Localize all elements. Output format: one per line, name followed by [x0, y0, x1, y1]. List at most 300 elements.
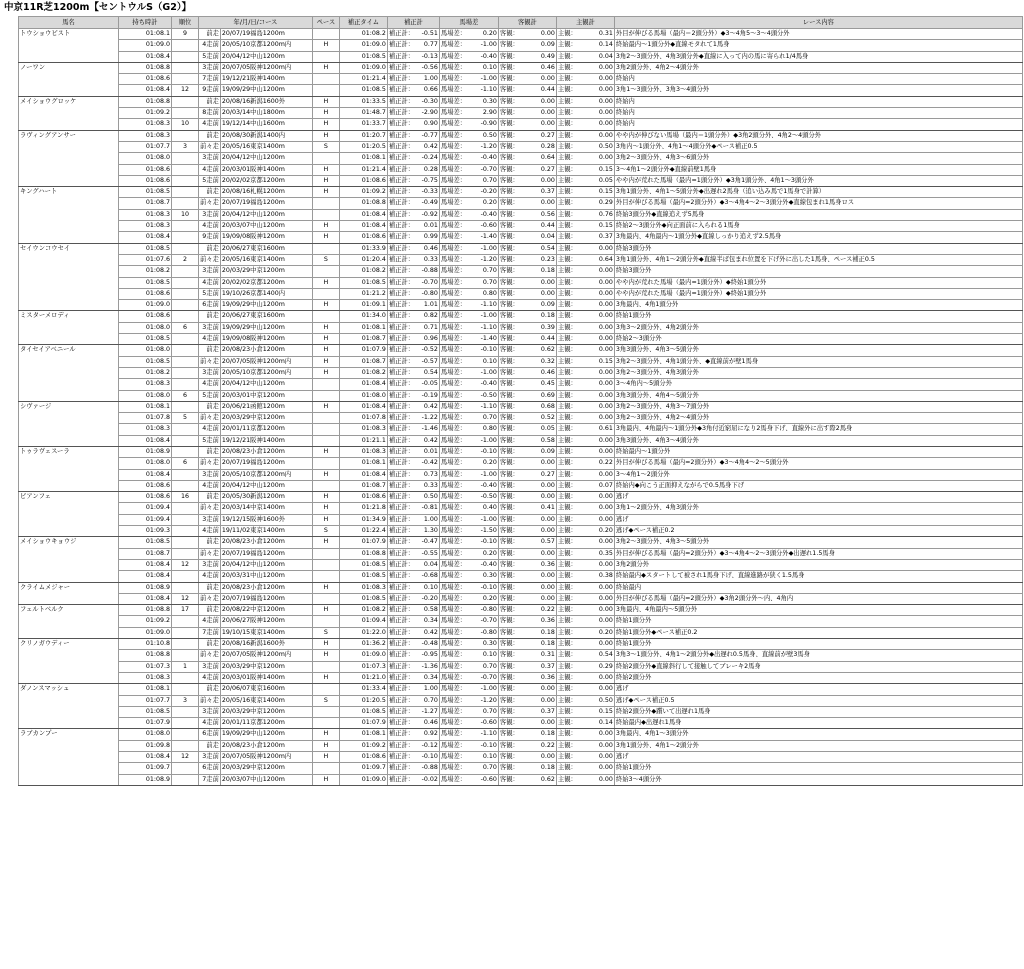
- shukan-label: 主観：: [556, 763, 588, 774]
- table-row: [19, 288, 1023, 299]
- table-row: [19, 96, 1023, 107]
- when-cell: 前々走: [199, 503, 221, 514]
- content-cell: 3角2～3頭分外、4角3～7頭分外: [614, 401, 1022, 412]
- mochi-cell: 01:08.9: [119, 582, 172, 593]
- time-cell: 01:08.1: [339, 153, 387, 164]
- page-title: 中京11R芝1200m【セントウルS（G2）】: [4, 2, 192, 13]
- shukan-cell: 0.00: [588, 130, 614, 141]
- kyakkan-label: 客観：: [498, 300, 530, 311]
- hosei-label: 補正計：: [387, 209, 417, 220]
- rank-cell: 16: [172, 492, 199, 503]
- content-cell: 終始内◆向こう正面抑えながらで0.5馬身下げ: [614, 480, 1022, 491]
- shukan-label: 主観：: [556, 390, 588, 401]
- content-cell: 3角3頭分外、4角3～4頭分外: [614, 435, 1022, 446]
- shukan-label: 主観：: [556, 243, 588, 254]
- rank-cell: [172, 153, 199, 164]
- baba-label: 馬場差：: [439, 96, 472, 107]
- hosei-cell: 0.28: [417, 164, 439, 175]
- kyakkan-label: 客観：: [498, 164, 530, 175]
- hosei-label: 補正計：: [387, 729, 417, 740]
- mochi-cell: 01:08.8: [119, 650, 172, 661]
- time-cell: 01:09.4: [339, 616, 387, 627]
- baba-cell: -0.50: [472, 492, 498, 503]
- pace-cell: [312, 266, 339, 277]
- hosei-label: 補正計：: [387, 62, 417, 73]
- time-cell: 01:09.2: [339, 187, 387, 198]
- mochi-cell: 01:09.4: [119, 514, 172, 525]
- table-row: [19, 672, 1023, 683]
- table-row: [19, 221, 1023, 232]
- shukan-label: 主観：: [556, 96, 588, 107]
- hosei-label: 補正計：: [387, 175, 417, 186]
- rank-cell: 3: [172, 695, 199, 706]
- when-cell: 4走前: [199, 277, 221, 288]
- time-cell: 01:07.9: [339, 718, 387, 729]
- date-cell: 20/05/10京都1200m内: [220, 40, 312, 51]
- table-row: [19, 74, 1023, 85]
- content-cell: 3角2～3頭分外、4角2～4頭分外: [614, 413, 1022, 424]
- hosei-cell: 1.01: [417, 300, 439, 311]
- header-date: 年/月/日/コース: [199, 17, 313, 29]
- hosei-label: 補正計：: [387, 548, 417, 559]
- table-row: [19, 548, 1023, 559]
- date-cell: 20/07/05阪神1200m内: [220, 752, 312, 763]
- shukan-cell: 0.76: [588, 209, 614, 220]
- rank-cell: [172, 62, 199, 73]
- hosei-label: 補正計：: [387, 311, 417, 322]
- mochi-cell: 01:08.1: [119, 684, 172, 695]
- time-cell: 01:20.5: [339, 141, 387, 152]
- baba-cell: -0.70: [472, 616, 498, 627]
- baba-label: 馬場差：: [439, 322, 472, 333]
- shukan-label: 主観：: [556, 458, 588, 469]
- table-row: [19, 706, 1023, 717]
- kyakkan-label: 客観：: [498, 458, 530, 469]
- baba-label: 馬場差：: [439, 684, 472, 695]
- mochi-cell: 01:08.0: [119, 322, 172, 333]
- kyakkan-cell: 0.27: [530, 469, 556, 480]
- baba-label: 馬場差：: [439, 661, 472, 672]
- baba-label: 馬場差：: [439, 209, 472, 220]
- hosei-label: 補正計：: [387, 401, 417, 412]
- pace-cell: H: [312, 62, 339, 73]
- hosei-label: 補正計：: [387, 661, 417, 672]
- hosei-cell: 1.00: [417, 514, 439, 525]
- hosei-cell: 1.30: [417, 526, 439, 537]
- content-cell: 外目が伸びる馬場（最内=2頭分外）◆3～4角4～2～5頭分外: [614, 458, 1022, 469]
- kyakkan-cell: 0.00: [530, 514, 556, 525]
- baba-cell: -1.00: [472, 684, 498, 695]
- time-cell: 01:48.7: [339, 108, 387, 119]
- content-cell: 外目が伸びる馬場（最内＝2頭分外）◆3～4角5～3～4頭分外: [614, 29, 1022, 40]
- hosei-label: 補正計：: [387, 763, 417, 774]
- pace-cell: H: [312, 356, 339, 367]
- rank-cell: [172, 334, 199, 345]
- hosei-cell: 0.66: [417, 85, 439, 96]
- when-cell: 6走前: [199, 300, 221, 311]
- shukan-label: 主観：: [556, 514, 588, 525]
- pace-cell: H: [312, 221, 339, 232]
- time-cell: 01:08.6: [339, 175, 387, 186]
- table-row: [19, 29, 1023, 40]
- rank-cell: 2: [172, 254, 199, 265]
- shukan-label: 主観：: [556, 29, 588, 40]
- mochi-cell: 01:08.0: [119, 390, 172, 401]
- date-cell: 20/06/27阪神1200m: [220, 616, 312, 627]
- mochi-cell: 01:08.4: [119, 85, 172, 96]
- content-cell: 逃げ: [614, 514, 1022, 525]
- baba-label: 馬場差：: [439, 718, 472, 729]
- kyakkan-label: 客観：: [498, 774, 530, 785]
- shukan-cell: 0.00: [588, 559, 614, 570]
- when-cell: 前走: [199, 311, 221, 322]
- shukan-label: 主観：: [556, 469, 588, 480]
- hosei-cell: 0.42: [417, 141, 439, 152]
- pace-cell: [312, 458, 339, 469]
- baba-label: 馬場差：: [439, 446, 472, 457]
- baba-label: 馬場差：: [439, 40, 472, 51]
- hosei-cell: 0.92: [417, 729, 439, 740]
- when-cell: 前々走: [199, 254, 221, 265]
- date-cell: 20/05/16東京1400m: [220, 141, 312, 152]
- mochi-cell: 01:07.6: [119, 254, 172, 265]
- rank-cell: [172, 503, 199, 514]
- mochi-cell: 01:08.4: [119, 559, 172, 570]
- date-cell: 20/08/23小倉1200m: [220, 582, 312, 593]
- kyakkan-label: 客観：: [498, 141, 530, 152]
- table-row: [19, 153, 1023, 164]
- hosei-label: 補正計：: [387, 672, 417, 683]
- shukan-label: 主観：: [556, 334, 588, 345]
- shukan-label: 主観：: [556, 627, 588, 638]
- hosei-label: 補正計：: [387, 288, 417, 299]
- date-cell: 20/02/02京都1200m: [220, 175, 312, 186]
- shukan-cell: 0.00: [588, 108, 614, 119]
- header-rank: 順位: [172, 17, 199, 29]
- when-cell: 3走前: [199, 752, 221, 763]
- baba-label: 馬場差：: [439, 593, 472, 604]
- when-cell: 3走前: [199, 661, 221, 672]
- table-row: [19, 243, 1023, 254]
- kyakkan-cell: 0.36: [530, 672, 556, 683]
- rank-cell: [172, 582, 199, 593]
- rank-cell: [172, 379, 199, 390]
- shukan-cell: 0.00: [588, 582, 614, 593]
- shukan-cell: 0.31: [588, 29, 614, 40]
- kyakkan-cell: 0.44: [530, 221, 556, 232]
- table-row: [19, 752, 1023, 763]
- table-row: [19, 514, 1023, 525]
- shukan-label: 主観：: [556, 108, 588, 119]
- pace-cell: H: [312, 300, 339, 311]
- pace-cell: H: [312, 469, 339, 480]
- content-cell: 終始1頭分外: [614, 616, 1022, 627]
- date-cell: 20/08/16新潟1600外: [220, 96, 312, 107]
- time-cell: 01:22.4: [339, 526, 387, 537]
- time-cell: 01:08.6: [339, 492, 387, 503]
- rank-cell: [172, 40, 199, 51]
- kyakkan-label: 客観：: [498, 627, 530, 638]
- hosei-cell: 0.42: [417, 401, 439, 412]
- hosei-cell: -0.05: [417, 379, 439, 390]
- table-row: [19, 684, 1023, 695]
- baba-label: 馬場差：: [439, 401, 472, 412]
- date-cell: 20/08/23小倉1200m: [220, 446, 312, 457]
- mochi-cell: 01:08.8: [119, 96, 172, 107]
- baba-cell: 0.20: [472, 198, 498, 209]
- kyakkan-cell: 0.00: [530, 582, 556, 593]
- pace-cell: H: [312, 175, 339, 186]
- kyakkan-label: 客観：: [498, 672, 530, 683]
- baba-cell: -1.00: [472, 243, 498, 254]
- mochi-cell: 01:07.9: [119, 718, 172, 729]
- shukan-label: 主観：: [556, 119, 588, 130]
- kyakkan-label: 客観：: [498, 345, 530, 356]
- table-row: [19, 582, 1023, 593]
- baba-label: 馬場差：: [439, 616, 472, 627]
- kyakkan-label: 客観：: [498, 209, 530, 220]
- time-cell: 01:08.2: [339, 29, 387, 40]
- kyakkan-label: 客観：: [498, 752, 530, 763]
- rank-cell: [172, 435, 199, 446]
- rank-cell: [172, 232, 199, 243]
- time-cell: 01:21.4: [339, 74, 387, 85]
- mochi-cell: 01:08.6: [119, 311, 172, 322]
- date-cell: 20/03/29中京1200m: [220, 266, 312, 277]
- hosei-cell: 0.46: [417, 243, 439, 254]
- time-cell: 01:08.8: [339, 548, 387, 559]
- shukan-label: 主観：: [556, 413, 588, 424]
- mochi-cell: 01:08.6: [119, 492, 172, 503]
- rank-cell: 6: [172, 458, 199, 469]
- table-row: [19, 559, 1023, 570]
- baba-cell: 0.80: [472, 424, 498, 435]
- date-cell: 20/07/05阪神1200m内: [220, 356, 312, 367]
- date-cell: 20/08/23小倉1200m: [220, 345, 312, 356]
- rank-cell: 6: [172, 390, 199, 401]
- baba-cell: -0.60: [472, 718, 498, 729]
- kyakkan-label: 客観：: [498, 51, 530, 62]
- baba-cell: 0.80: [472, 288, 498, 299]
- table-row: [19, 164, 1023, 175]
- when-cell: 前走: [199, 96, 221, 107]
- time-cell: 01:08.5: [339, 571, 387, 582]
- kyakkan-cell: 0.09: [530, 40, 556, 51]
- mochi-cell: 01:08.5: [119, 537, 172, 548]
- table-row: [19, 458, 1023, 469]
- content-cell: 逃げ◆ペース補正0.2: [614, 526, 1022, 537]
- hosei-cell: -1.22: [417, 413, 439, 424]
- content-cell: やや内が荒れた馬場（最内=1頭分外）◆終始1頭分外: [614, 288, 1022, 299]
- kyakkan-cell: 0.00: [530, 29, 556, 40]
- kyakkan-cell: 0.18: [530, 639, 556, 650]
- baba-label: 馬場差：: [439, 672, 472, 683]
- rank-cell: [172, 616, 199, 627]
- hosei-label: 補正計：: [387, 322, 417, 333]
- when-cell: 3走前: [199, 62, 221, 73]
- pace-cell: H: [312, 164, 339, 175]
- content-cell: 3角最内、4角最内～1頭分外◆直線しっかり追えず2.5馬身: [614, 232, 1022, 243]
- kyakkan-cell: 0.54: [530, 243, 556, 254]
- hosei-label: 補正計：: [387, 108, 417, 119]
- pace-cell: H: [312, 108, 339, 119]
- pace-cell: H: [312, 232, 339, 243]
- table-row: [19, 40, 1023, 51]
- mochi-cell: 01:08.4: [119, 51, 172, 62]
- baba-label: 馬場差：: [439, 413, 472, 424]
- table-row: [19, 492, 1023, 503]
- content-cell: 3角最内、4角1～3頭分外: [614, 729, 1022, 740]
- table-row: [19, 639, 1023, 650]
- rank-cell: [172, 277, 199, 288]
- mochi-cell: 01:08.8: [119, 62, 172, 73]
- kyakkan-cell: 0.00: [530, 119, 556, 130]
- kyakkan-cell: 0.62: [530, 345, 556, 356]
- content-cell: 終始1頭分外◆ペース補正0.2: [614, 627, 1022, 638]
- baba-cell: -0.10: [472, 740, 498, 751]
- rank-cell: [172, 480, 199, 491]
- baba-cell: 0.70: [472, 175, 498, 186]
- baba-label: 馬場差：: [439, 774, 472, 785]
- kyakkan-label: 客観：: [498, 232, 530, 243]
- hosei-label: 補正計：: [387, 571, 417, 582]
- hosei-label: 補正計：: [387, 153, 417, 164]
- baba-label: 馬場差：: [439, 492, 472, 503]
- baba-label: 馬場差：: [439, 390, 472, 401]
- hosei-cell: -0.77: [417, 130, 439, 141]
- pace-cell: H: [312, 752, 339, 763]
- hosei-label: 補正計：: [387, 379, 417, 390]
- mochi-cell: 01:08.5: [119, 187, 172, 198]
- baba-label: 馬場差：: [439, 74, 472, 85]
- kyakkan-cell: 0.37: [530, 706, 556, 717]
- when-cell: 前々走: [199, 593, 221, 604]
- hosei-cell: 0.34: [417, 616, 439, 627]
- hosei-label: 補正計：: [387, 503, 417, 514]
- mochi-cell: 01:08.5: [119, 243, 172, 254]
- kyakkan-cell: 0.00: [530, 288, 556, 299]
- content-cell: 外目が伸びる馬場（最内=2頭分外）◆3～4角4～2～3頭分外◆出遅れ1.5馬身: [614, 548, 1022, 559]
- hosei-cell: 0.77: [417, 40, 439, 51]
- horse-name: ダノンスマッシュ: [19, 684, 119, 729]
- when-cell: 前走: [199, 605, 221, 616]
- table-row: [19, 729, 1023, 740]
- shukan-label: 主観：: [556, 367, 588, 378]
- pace-cell: H: [312, 582, 339, 593]
- shukan-cell: 0.00: [588, 672, 614, 683]
- rank-cell: 17: [172, 605, 199, 616]
- kyakkan-label: 客観：: [498, 367, 530, 378]
- shukan-label: 主観：: [556, 74, 588, 85]
- table-row: [19, 130, 1023, 141]
- when-cell: 8走前: [199, 108, 221, 119]
- pace-cell: H: [312, 367, 339, 378]
- hosei-label: 補正計：: [387, 639, 417, 650]
- table-row: [19, 345, 1023, 356]
- hosei-label: 補正計：: [387, 582, 417, 593]
- mochi-cell: 01:08.3: [119, 119, 172, 130]
- kyakkan-cell: 0.00: [530, 695, 556, 706]
- shukan-cell: 0.15: [588, 164, 614, 175]
- rank-cell: 10: [172, 209, 199, 220]
- shukan-label: 主観：: [556, 446, 588, 457]
- kyakkan-label: 客観：: [498, 413, 530, 424]
- date-cell: 20/08/16新潟1600外: [220, 639, 312, 650]
- pace-cell: H: [312, 130, 339, 141]
- shukan-label: 主観：: [556, 277, 588, 288]
- content-cell: 終始3頭分外: [614, 266, 1022, 277]
- baba-label: 馬場差：: [439, 763, 472, 774]
- when-cell: 前走: [199, 243, 221, 254]
- mochi-cell: 01:08.3: [119, 424, 172, 435]
- mochi-cell: 01:09.8: [119, 740, 172, 751]
- time-cell: 01:08.7: [339, 480, 387, 491]
- hosei-cell: -0.24: [417, 153, 439, 164]
- kyakkan-label: 客観：: [498, 695, 530, 706]
- pace-cell: H: [312, 401, 339, 412]
- pace-cell: [312, 763, 339, 774]
- rank-cell: 5: [172, 413, 199, 424]
- pace-cell: [312, 288, 339, 299]
- content-cell: 3～4角内～5頭分外: [614, 379, 1022, 390]
- kyakkan-cell: 0.00: [530, 458, 556, 469]
- date-cell: 20/07/19福島1200m: [220, 548, 312, 559]
- content-cell: 3角3～1頭分外、4角1～2頭分外◆出遅れ0.5馬身、直線前が壁3馬身: [614, 650, 1022, 661]
- hosei-cell: 0.42: [417, 627, 439, 638]
- hosei-cell: -0.30: [417, 96, 439, 107]
- rank-cell: [172, 774, 199, 785]
- kyakkan-label: 客観：: [498, 85, 530, 96]
- time-cell: 01:08.3: [339, 582, 387, 593]
- rank-cell: [172, 684, 199, 695]
- mochi-cell: 01:08.5: [119, 356, 172, 367]
- when-cell: 4走前: [199, 119, 221, 130]
- baba-cell: -0.20: [472, 187, 498, 198]
- rank-cell: 12: [172, 593, 199, 604]
- table-row: [19, 209, 1023, 220]
- baba-label: 馬場差：: [439, 243, 472, 254]
- table-row: [19, 480, 1023, 491]
- hosei-label: 補正計：: [387, 605, 417, 616]
- baba-label: 馬場差：: [439, 424, 472, 435]
- hosei-cell: -0.92: [417, 209, 439, 220]
- mochi-cell: 01:08.1: [119, 29, 172, 40]
- when-cell: 前走: [199, 345, 221, 356]
- shukan-cell: 0.00: [588, 435, 614, 446]
- hosei-cell: -0.48: [417, 639, 439, 650]
- shukan-cell: 0.38: [588, 571, 614, 582]
- table-row: [19, 356, 1023, 367]
- kyakkan-label: 客観：: [498, 492, 530, 503]
- time-cell: 01:33.9: [339, 243, 387, 254]
- date-cell: 20/03/01中京1200m: [220, 390, 312, 401]
- when-cell: 3走前: [199, 559, 221, 570]
- mochi-cell: 01:09.4: [119, 503, 172, 514]
- when-cell: 6走前: [199, 763, 221, 774]
- mochi-cell: 01:08.0: [119, 458, 172, 469]
- date-cell: 20/08/22中京1200m: [220, 605, 312, 616]
- hosei-label: 補正計：: [387, 367, 417, 378]
- time-cell: 01:08.6: [339, 752, 387, 763]
- date-cell: 20/05/16東京1400m: [220, 254, 312, 265]
- date-cell: 20/07/05阪神1200m内: [220, 62, 312, 73]
- shukan-cell: 0.00: [588, 300, 614, 311]
- content-cell: 3角2～3頭分外、4角3頭分外◆直線に入って内の馬に寄られ1/4馬身: [614, 51, 1022, 62]
- when-cell: 5走前: [199, 288, 221, 299]
- kyakkan-cell: 0.18: [530, 763, 556, 774]
- mochi-cell: 01:08.6: [119, 480, 172, 491]
- hosei-cell: -0.55: [417, 548, 439, 559]
